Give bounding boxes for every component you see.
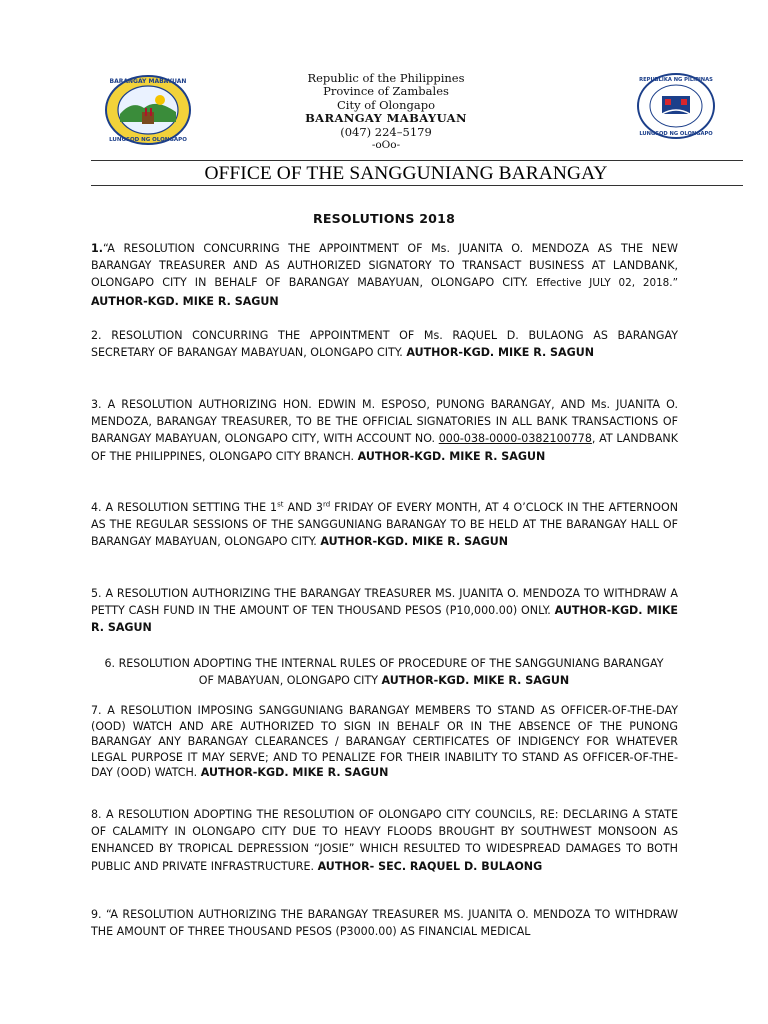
resolution-5-text: 5. A RESOLUTION AUTHORIZING THE BARANGAY TREASURER MS. JUANITA O. MENDOZA TO WITHDRAW A PETTY CASH FUND IN THE AMOUNT OF TEN THOUSAND PESOS (P10,000.00) ONLY. (91, 587, 678, 618)
resolution-8 (91, 806, 678, 875)
letterhead-country: Republic of the Philippines (307, 71, 465, 85)
office-title: OFFICE OF THE SANGGUNIANG BARANGAY (204, 163, 608, 184)
resolution-1-number: 1. (91, 242, 103, 255)
resolution-3 (91, 396, 678, 465)
resolution-5 (91, 585, 678, 637)
resolution-7-text: 7. A RESOLUTION IMPOSING SANGGUNIANG BARANGAY MEMBERS TO STAND AS OFFICER-OF-THE-DAY (OOD) WATCH AND ARE AUTHORIZED TO SIGN IN BEHALF OR IN THE ABSENCE OF THE PUNONG BARANGAY ANY BARANGAY CLEARANCES / BARANGAY CERTIFICATES OF INDIGENCY FOR WHATEVER LEGAL PURPOSE IT MAY SERVE; AND TO PENALIZE FOR THEIR INABILITY TO STAND AS OFFICER-OF-THE-DAY (OOD) WATCH. (91, 704, 678, 780)
resolution-4-text-c: FRIDAY OF EVERY MONTH, AT 4 O’CLOCK IN THE AFTERNOON AS THE REGULAR SESSIONS OF THE SANGGUNIANG BARANGAY TO BE HELD AT THE BARANGAY HALL OF BARANGAY MABAYUAN, OLONGAPO CITY. (91, 501, 678, 549)
resolution-4-text-b: AND 3 (283, 501, 323, 514)
letterhead (240, 72, 532, 152)
letterhead-city: City of Olongapo (336, 97, 436, 112)
letterhead-province: Province of Zambales (323, 84, 449, 99)
olongapo-city-seal (636, 72, 716, 140)
resolution-1-effective: Effective JULY 02, 2018.” (536, 277, 678, 290)
section-title: RESOLUTIONS 2018 (312, 211, 456, 226)
svg-text:REPUBLIKA NG PILIPINAS: REPUBLIKA NG PILIPINAS (639, 77, 713, 83)
resolution-4-author: AUTHOR-KGD. MIKE R. SAGUN (320, 535, 509, 549)
resolution-8-author: AUTHOR- SEC. RAQUEL D. BULAONG (317, 859, 543, 873)
letterhead-ornament: -oOo- (371, 139, 401, 152)
barangay-mabayuan-seal (104, 74, 192, 146)
resolution-6 (100, 655, 668, 689)
header-rule-bottom (91, 185, 743, 186)
resolution-4-sup-2: rd (322, 500, 331, 509)
resolution-1-author: AUTHOR-KGD. MIKE R. SAGUN (91, 294, 279, 308)
resolution-7 (91, 703, 678, 781)
resolution-1-text: “A RESOLUTION CONCURRING THE APPOINTMENT OF Ms. JUANITA O. MENDOZA AS THE NEW BARANGAY TREASURER AND AS AUTHORIZED SIGNATORY TO TRANSACT BUSINESS AT LANDBANK, OLONGAPO CITY IN BEHALF OF BARANGAY MABAYUAN, OLONGAPO CITY. (91, 242, 678, 290)
resolution-2 (91, 327, 678, 361)
resolution-4 (91, 499, 678, 551)
resolution-1 (91, 240, 678, 310)
resolution-9-text: 9. “A RESOLUTION AUTHORIZING THE BARANGAY TREASURER MS. JUANITA O. MENDOZA TO WITHDRAW THE AMOUNT OF THREE THOUSAND PESOS (P3000.00) AS FINANCIAL MEDICAL (91, 908, 678, 939)
resolution-5-author: AUTHOR-KGD. MIKE R. SAGUN (91, 604, 678, 635)
resolution-2-author: AUTHOR-KGD. MIKE R. SAGUN (406, 346, 595, 360)
resolution-2-text: 2. RESOLUTION CONCURRING THE APPOINTMENT OF Ms. RAQUEL D. BULAONG AS BARANGAY SECRETARY OF BARANGAY MABAYUAN, OLONGAPO CITY. (91, 329, 678, 360)
letterhead-barangay: BARANGAY MABAYUAN (305, 111, 467, 126)
resolution-3-text-a: 3. A RESOLUTION AUTHORIZING HON. EDWIN M. ESPOSO, PUNONG BARANGAY, AND Ms. JUANITA O. MENDOZA, BARANGAY TREASURER, TO BE THE OFFICIAL SIGNATORIES IN ALL BANK TRANSACTIONS OF BARANGAY MABAYUAN, OLONGAPO CITY, WITH ACCOUNT NO. (91, 398, 678, 446)
resolution-7-author: AUTHOR-KGD. MIKE R. SAGUN (200, 766, 389, 780)
svg-text:LUNGSOD NG OLONGAPO: LUNGSOD NG OLONGAPO (109, 137, 187, 143)
resolution-6-text: 6. RESOLUTION ADOPTING THE INTERNAL RULES OF PROCEDURE OF THE SANGGUNIANG BARANGAY OF MABAYUAN, OLONGAPO CITY (104, 657, 664, 688)
resolution-3-author: AUTHOR-KGD. MIKE R. SAGUN (357, 449, 546, 463)
resolution-4-text-a: 4. A RESOLUTION SETTING THE 1 (91, 501, 278, 514)
resolution-3-text-b: , AT LANDBANK OF THE PHILIPPINES, OLONGAPO CITY BRANCH. (91, 432, 678, 463)
letterhead-phone: (047) 224–5179 (340, 124, 432, 139)
svg-text:LUNGSOD NG OLONGAPO: LUNGSOD NG OLONGAPO (639, 131, 713, 137)
resolution-9 (91, 906, 678, 940)
resolution-8-text: 8. A RESOLUTION ADOPTING THE RESOLUTION OF OLONGAPO CITY COUNCILS, RE: DECLARING A STATE OF CALAMITY IN OLONGAPO CITY DUE TO HEAVY FLOODS BROUGHT BY SOUTHWEST MONSOON AS ENHANCED BY TROPICAL DEPRESSION “JOSIE” WHICH RESULTED TO WIDESPREAD DAMAGES TO BOTH PUBLIC AND PRIVATE INFRASTRUCTURE. (91, 808, 678, 873)
resolution-4-sup-1: st (277, 500, 284, 509)
header-rule-top (91, 160, 743, 161)
svg-text:BARANGAY MABAYUAN: BARANGAY MABAYUAN (109, 78, 187, 85)
resolution-3-account-number: 000-038-0000-0382100778 (438, 432, 592, 446)
resolution-6-author: AUTHOR-KGD. MIKE R. SAGUN (381, 674, 570, 688)
